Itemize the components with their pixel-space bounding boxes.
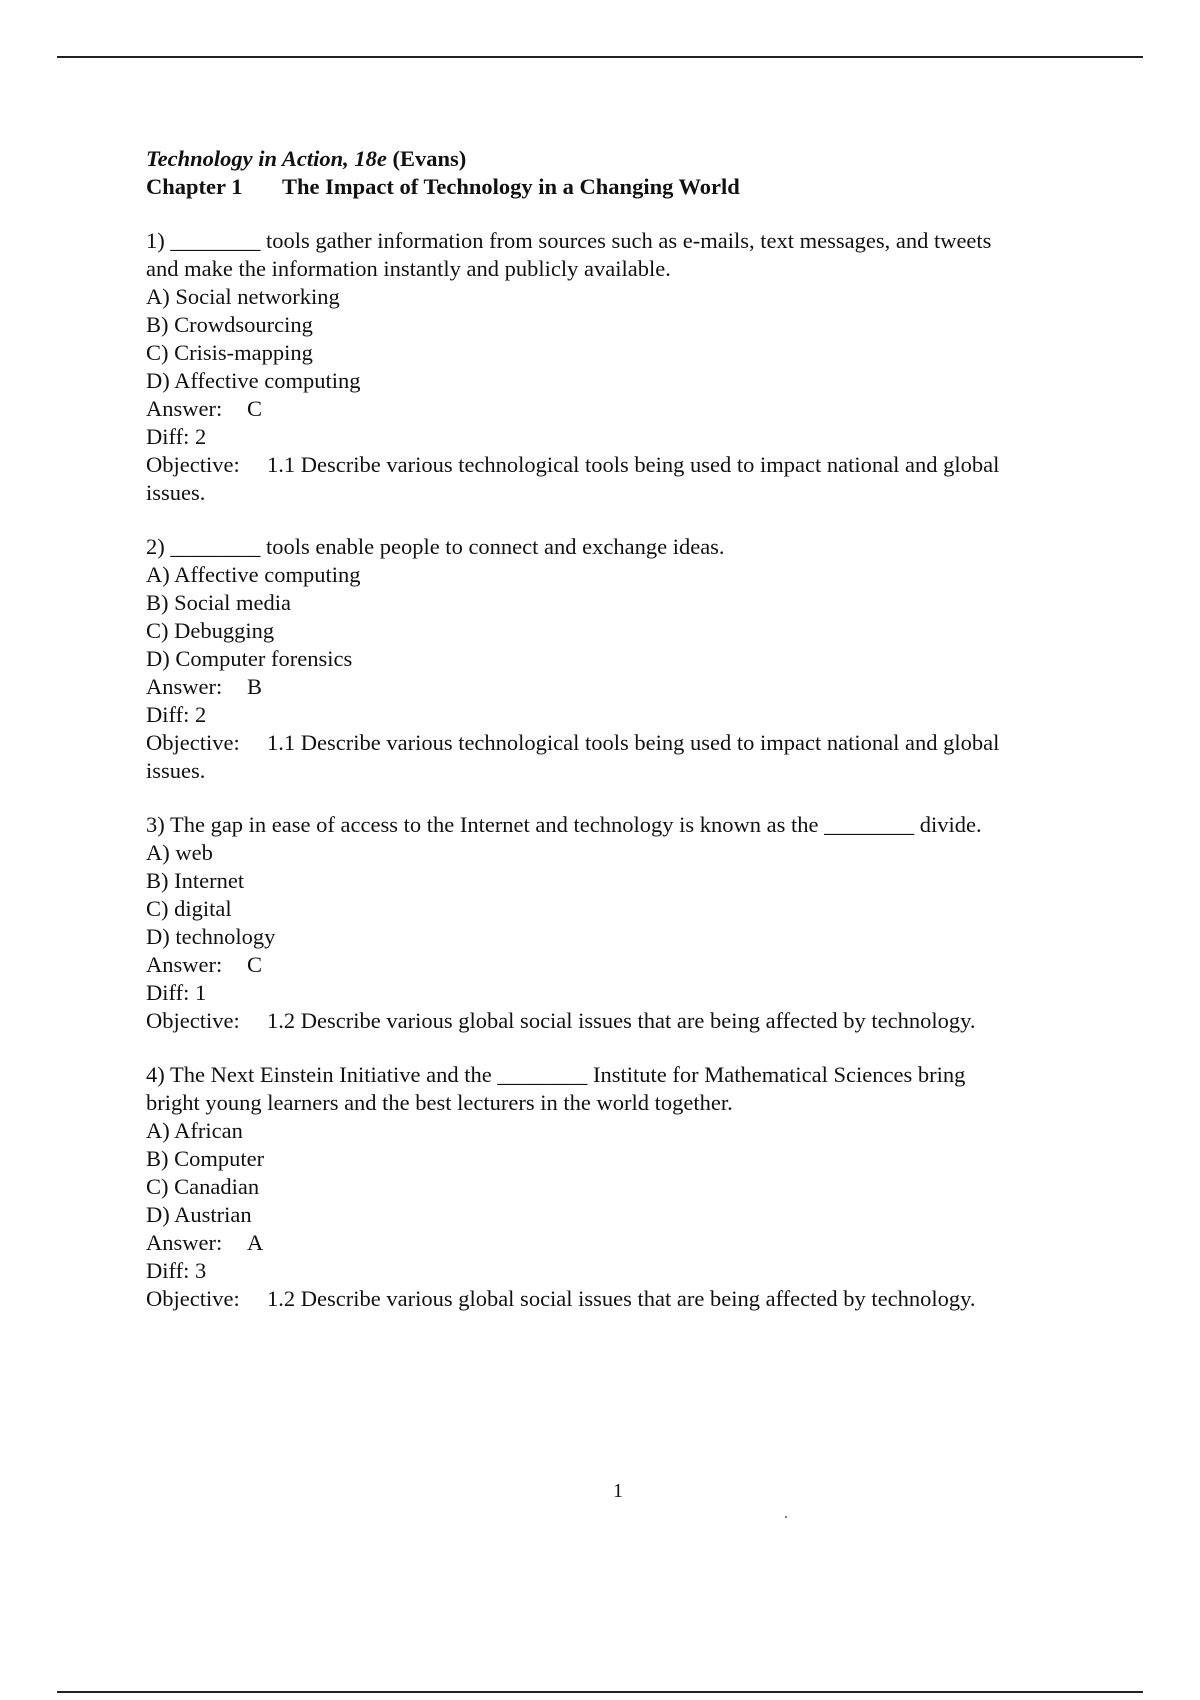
option-c: C) digital — [146, 896, 232, 921]
question-stem-line: 1) ________ tools gather information from sources such as e-mails, text messages, and tweets — [146, 228, 992, 253]
answer-label: Answer: — [146, 396, 223, 421]
option-b: B) Computer — [146, 1146, 265, 1171]
difficulty-line: Diff: 2 — [146, 424, 207, 449]
question-stem-line: 4) The Next Einstein Initiative and the ________ Institute for Mathematical Sciences bring — [146, 1062, 966, 1087]
objective-label: Objective: — [146, 452, 240, 477]
objective-label: Objective: — [146, 1008, 240, 1033]
answer-value: A — [247, 1230, 264, 1255]
question-3 — [146, 811, 1076, 1035]
question-stem-line: bright young learners and the best lecturers in the world together. — [146, 1090, 733, 1115]
objective-text: 1.2 Describe various global social issues that are being affected by technology. — [267, 1286, 976, 1311]
page-number: 1 — [613, 1480, 623, 1502]
top-rule — [57, 56, 1143, 58]
option-d: D) Affective computing — [146, 368, 361, 393]
option-b: B) Social media — [146, 590, 291, 615]
answer-value: C — [247, 396, 263, 421]
question-2 — [146, 533, 1076, 785]
option-d: D) Computer forensics — [146, 646, 353, 671]
question-stem-line: 3) The gap in ease of access to the Internet and technology is known as the ________ divide. — [146, 812, 982, 837]
objective-label: Objective: — [146, 1286, 240, 1311]
difficulty-line: Diff: 1 — [146, 980, 207, 1005]
option-c: C) Debugging — [146, 618, 275, 643]
objective-line — [146, 1007, 1076, 1035]
answer-label: Answer: — [146, 1230, 223, 1255]
option-c: C) Crisis-mapping — [146, 340, 313, 365]
option-b: B) Internet — [146, 868, 245, 893]
objective-line — [146, 1285, 1076, 1313]
objective-continuation: issues. — [146, 758, 206, 783]
option-d: D) Austrian — [146, 1202, 252, 1227]
objective-text: 1.1 Describe various technological tools being used to impact national and global — [267, 730, 1000, 755]
book-title: Technology in Action, 18e — [146, 146, 387, 171]
option-d: D) technology — [146, 924, 276, 949]
objective-text: 1.2 Describe various global social issues that are being affected by technology. — [267, 1008, 976, 1033]
option-a: A) Affective computing — [146, 562, 361, 587]
chapter-heading — [146, 173, 1076, 201]
question-stem-line: 2) ________ tools enable people to connect and exchange ideas. — [146, 534, 725, 559]
option-c: C) Canadian — [146, 1174, 260, 1199]
option-a: A) web — [146, 840, 213, 865]
question-1 — [146, 227, 1076, 507]
answer-label: Answer: — [146, 674, 223, 699]
difficulty-line: Diff: 3 — [146, 1258, 207, 1283]
question-stem-line: and make the information instantly and publicly available. — [146, 256, 671, 281]
answer-line — [146, 673, 1076, 701]
answer-line — [146, 1229, 1076, 1257]
objective-line — [146, 729, 1076, 757]
answer-line — [146, 951, 1076, 979]
objective-continuation: issues. — [146, 480, 206, 505]
option-b: B) Crowdsourcing — [146, 312, 313, 337]
difficulty-line: Diff: 2 — [146, 702, 207, 727]
answer-label: Answer: — [146, 952, 223, 977]
book-heading — [146, 145, 1076, 173]
stray-dot — [785, 1516, 787, 1518]
chapter-label: Chapter 1 — [146, 174, 243, 199]
document-body — [146, 145, 1076, 1313]
book-author: (Evans) — [392, 146, 467, 171]
objective-label: Objective: — [146, 730, 240, 755]
answer-value: C — [247, 952, 263, 977]
bottom-rule — [57, 1691, 1143, 1693]
option-a: A) Social networking — [146, 284, 340, 309]
answer-value: B — [247, 674, 263, 699]
answer-line — [146, 395, 1076, 423]
question-4 — [146, 1061, 1076, 1313]
option-a: A) African — [146, 1118, 243, 1143]
objective-text: 1.1 Describe various technological tools being used to impact national and global — [267, 452, 1000, 477]
objective-line — [146, 451, 1076, 479]
chapter-title: The Impact of Technology in a Changing World — [282, 174, 740, 199]
